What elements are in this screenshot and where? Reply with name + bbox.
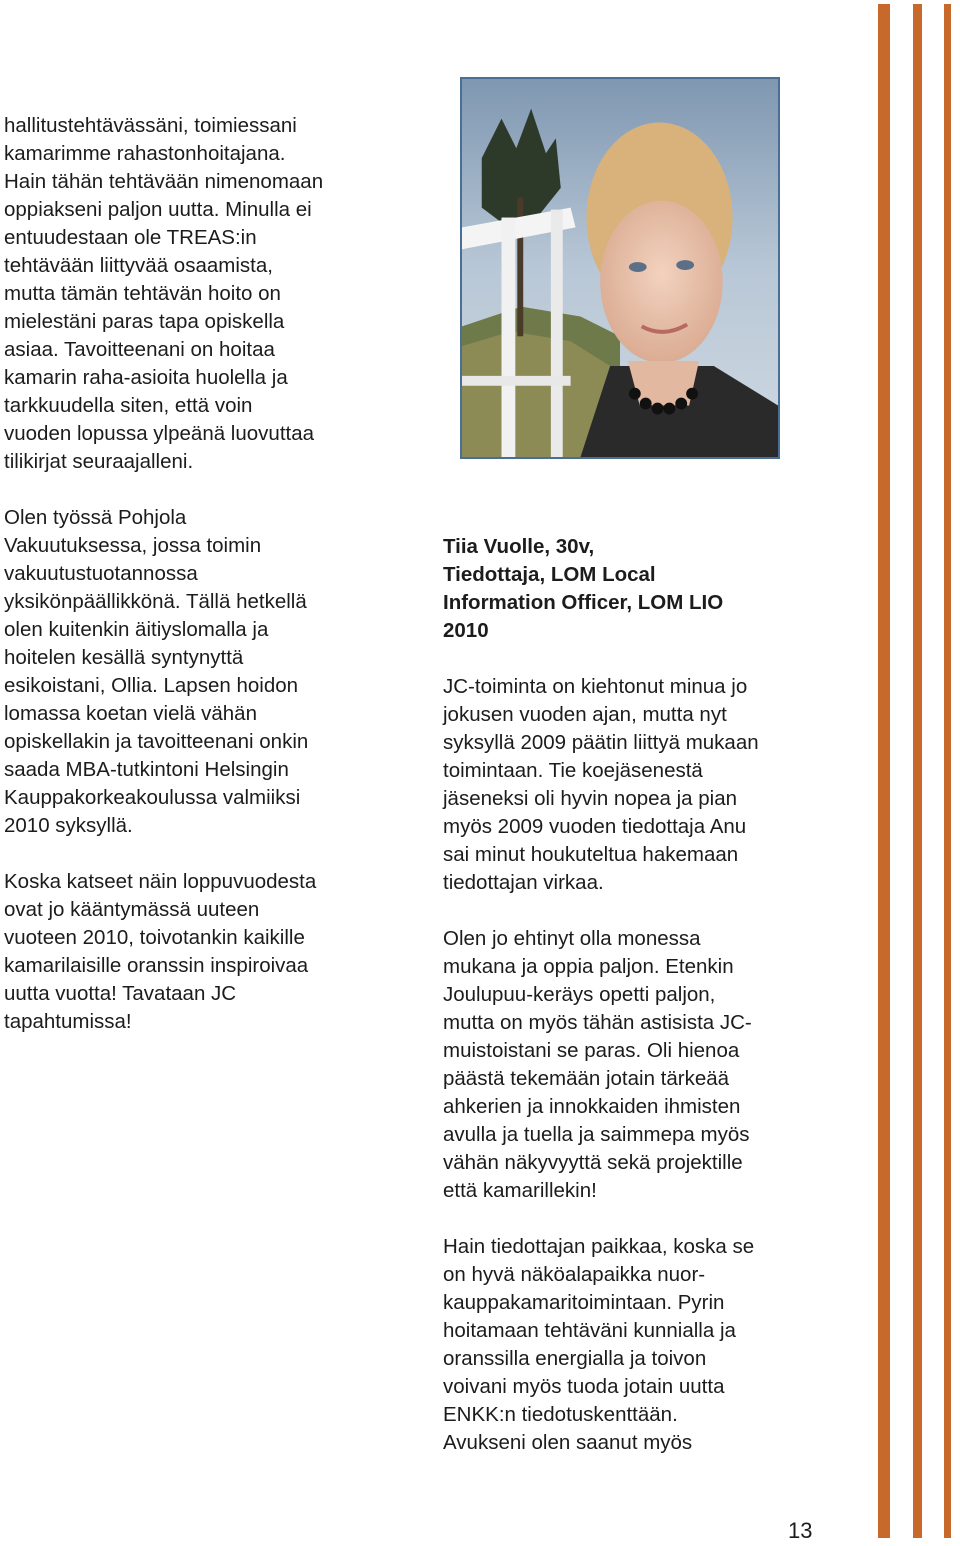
right-paragraph-1: JC-toiminta on kiehtonut minua jo jokusen vuoden ajan, mutta nyt syksyllä 2009 päätin liittyä mukaan toimintaan. Tie koejäsenestä jäseneksi oli hyvin nopea ja pian myös 2009 vuoden tiedottaja Anu sai minut houkuteltua hakemaan tiedottajan virkaa. — [443, 675, 759, 894]
left-text-column — [4, 112, 404, 1064]
decorative-bar-2 — [913, 4, 922, 1538]
left-paragraph-2: Olen työssä Pohjola Vakuutuksessa, jossa toimin vakuutustuotannossa yksikönpäällikkönä. Tällä hetkellä olen kuitenkin äitiyslomalla ja hoitelen kesällä syntynyttä esikoistani, Ollia. Lapsen hoidon lomassa koetan vielä vähän opiskellakin ja tavoitteenani onkin saada MBA-tutkintoni Helsingin Kauppakorkeakoulussa valmiiksi 2010 syksyllä. — [4, 506, 309, 837]
right-text-column — [443, 533, 843, 1485]
person-heading: Tiia Vuolle, 30v, Tiedottaja, LOM Local Information Officer, LOM LIO 2010 — [443, 535, 724, 642]
decorative-bar-3 — [944, 4, 951, 1538]
page-number: 13 — [788, 1518, 813, 1543]
right-paragraph-3: Hain tiedottajan paikkaa, koska se on hyvä näköalapaikka nuor- kauppakamaritoimintaan. Pyrin hoitamaan tehtäväni kunnialla ja oranssilla energialla ja toivon voivani myös tuoda jotain uutta ENKK:n tiedotuskenttään. Avukseni olen saanut myös — [443, 1235, 755, 1454]
decorative-bar-1 — [878, 4, 890, 1538]
portrait-photo — [460, 77, 780, 459]
right-paragraph-2: Olen jo ehtinyt olla monessa mukana ja oppia paljon. Etenkin Joulupuu-keräys opetti paljon, mutta on myös tähän astisista JC- muistoistani se paras. Oli hienoa päästä tekemään jotain tärkeää ahkerien ja innokkaiden ihmisten avulla ja tuella ja saimmepa myös vähän näkyvyyttä sekä projektille että kamarillekin! — [443, 927, 752, 1202]
left-paragraph-1: hallitustehtävässäni, toimiessani kamarimme rahastonhoitajana. Hain tähän tehtävään nimenomaan oppiakseni paljon uutta. Minulla ei entuudestaan ole TREAS:in tehtävään liittyvää osaamista, mutta tämän tehtävän hoito on mielestäni paras tapa opiskella asiaa. Tavoitteenani on hoitaa kamarin raha-asioita huolella ja tarkkuudella siten, että voin vuoden lopussa ylpeänä luovuttaa tilikirjat seuraajalleni. — [4, 114, 324, 473]
portrait-image — [462, 79, 778, 457]
left-paragraph-3: Koska katseet näin loppuvuodesta ovat jo kääntymässä uuteen vuoteen 2010, toivotankin kaikille kamarilaisille oranssin inspiroivaa uutta vuotta! Tavataan JC tapahtumissa! — [4, 870, 317, 1033]
